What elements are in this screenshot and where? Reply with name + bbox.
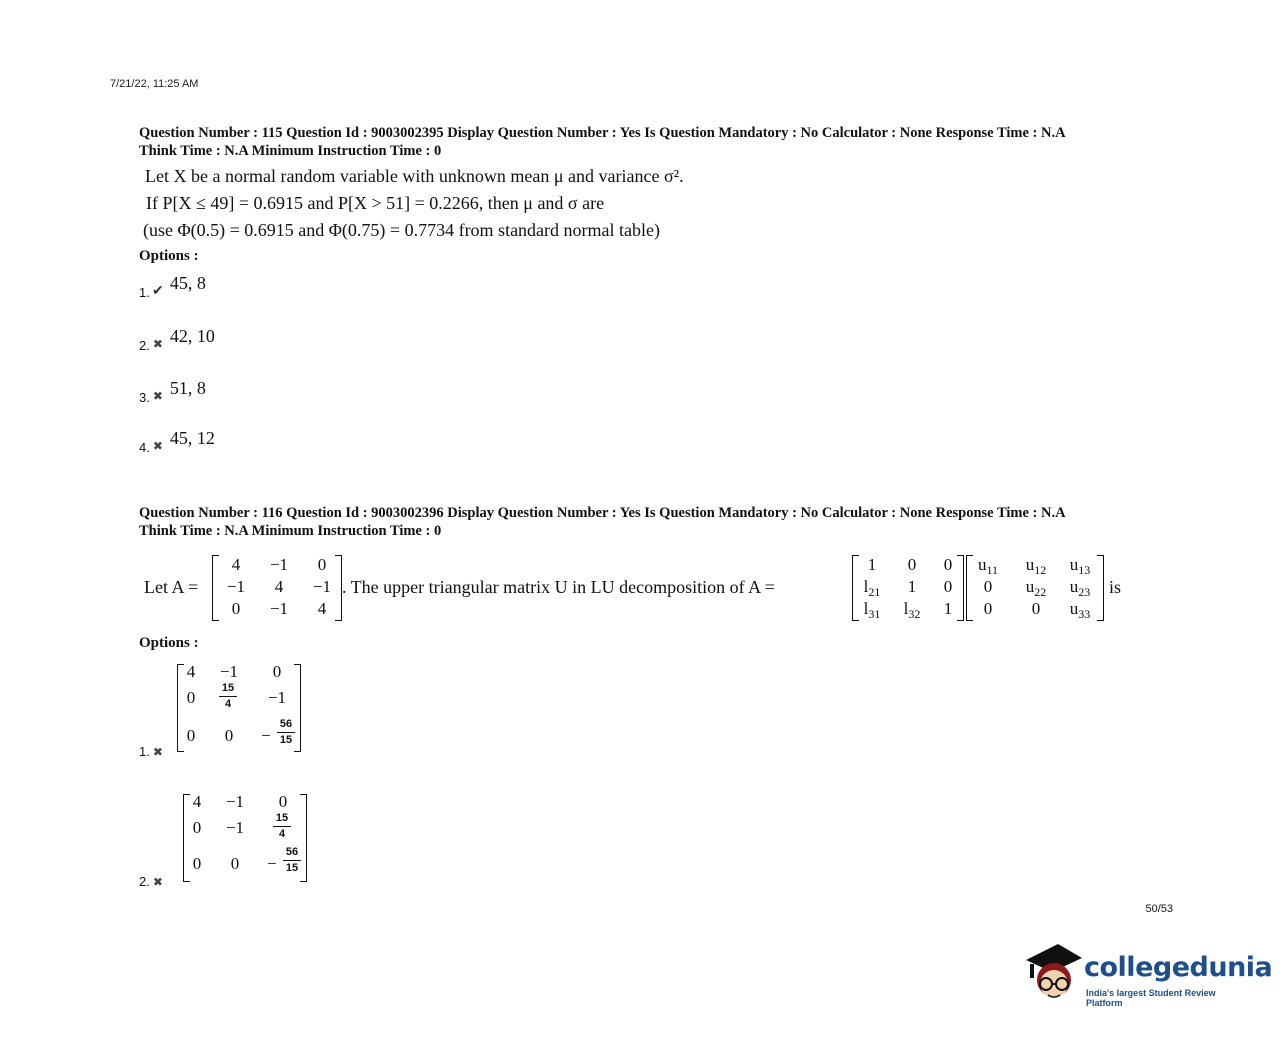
matrix-cell: 0 bbox=[983, 577, 993, 596]
minus-sign: − bbox=[261, 726, 271, 745]
q115-option-2[interactable] bbox=[139, 326, 215, 353]
option-number: 3. bbox=[139, 390, 150, 405]
q116-header-line1: Question Number : 116 Question Id : 9003002396 Display Question Number : Yes Is Question Mandatory : No Calculator : None Response Time : N.A bbox=[139, 505, 1066, 521]
matrix-cell: −1 bbox=[312, 577, 332, 596]
collegedunia-logo[interactable] bbox=[1024, 938, 1273, 1010]
q115-header bbox=[139, 124, 1179, 160]
option-number: 2. bbox=[139, 874, 150, 889]
option-text: 45, 8 bbox=[169, 273, 206, 293]
matrix-cell: 0 bbox=[192, 818, 202, 837]
matrix-cell: 0 bbox=[230, 854, 240, 873]
matrix-cell: 0 bbox=[278, 792, 288, 811]
matrix-cell: −1 bbox=[267, 688, 287, 707]
page-number: 50/53 bbox=[1145, 903, 1173, 915]
fraction: 56 15 bbox=[275, 718, 297, 747]
matrix-cell: $u_{12}$ bbox=[1025, 555, 1047, 577]
matrix-u bbox=[966, 555, 1104, 621]
q115-stem-line3: (use Φ(0.5) = 0.6915 and Φ(0.75) = 0.7734 from standard normal table) bbox=[143, 220, 660, 240]
matrix-cell: 0 bbox=[983, 599, 993, 618]
matrix-cell: −1 bbox=[269, 599, 289, 618]
cross-icon: ✖ bbox=[152, 439, 163, 453]
matrix-cell: −1 bbox=[225, 818, 245, 837]
q116-options-label: Options : bbox=[139, 635, 199, 651]
matrix-cell: 0 bbox=[272, 662, 282, 681]
q116-option-2-marker[interactable] bbox=[139, 873, 166, 891]
q115-option-3[interactable] bbox=[139, 378, 206, 405]
matrix-cell: $u_{23}$ bbox=[1069, 577, 1091, 599]
matrix-cell: 0 bbox=[317, 555, 327, 574]
matrix-cell: $l_{21}$ bbox=[863, 577, 881, 599]
option-number: 1. bbox=[139, 285, 150, 300]
matrix-cell: 0 bbox=[224, 726, 234, 745]
option-text: 42, 10 bbox=[169, 326, 215, 346]
matrix-cell: 1 bbox=[943, 599, 953, 618]
matrix-cell: $l_{32}$ bbox=[903, 599, 921, 621]
matrix-cell: 4 bbox=[192, 792, 202, 811]
matrix-cell: 4 bbox=[231, 555, 241, 574]
matrix-cell: 0 bbox=[186, 726, 196, 745]
q116-stem-middle: . The upper triangular matrix U in LU decomposition of A = bbox=[342, 577, 775, 597]
matrix-cell: $u_{11}$ bbox=[977, 555, 999, 577]
cross-icon: ✖ bbox=[152, 875, 163, 889]
matrix-cell: $u_{22}$ bbox=[1025, 577, 1047, 599]
option-number: 1. bbox=[139, 744, 150, 759]
fraction: 15 4 bbox=[217, 682, 239, 711]
q115-header-line2: Think Time : N.A Minimum Instruction Time : 0 bbox=[139, 143, 442, 159]
option-number: 4. bbox=[139, 440, 150, 455]
q115-option-4[interactable] bbox=[139, 428, 215, 455]
matrix-cell: $u_{33}$ bbox=[1069, 599, 1091, 621]
q116-header bbox=[139, 504, 1179, 540]
logo-wordmark: collegedunia bbox=[1084, 952, 1273, 983]
matrix-cell: 0 bbox=[186, 688, 196, 707]
matrix-cell: 0 bbox=[231, 599, 241, 618]
matrix-cell: −1 bbox=[226, 577, 246, 596]
cross-icon: ✖ bbox=[152, 745, 163, 759]
checkmark-icon: ✔ bbox=[151, 284, 164, 299]
q115-stem-line1: Let X be a normal random variable with unknown mean μ and variance σ². bbox=[145, 166, 684, 186]
matrix-cell: 0 bbox=[907, 555, 917, 574]
matrix-cell: 4 bbox=[186, 662, 196, 681]
matrix-a bbox=[212, 555, 342, 621]
matrix-cell: −1 bbox=[219, 662, 239, 681]
q116-stem-suffix: is bbox=[1109, 577, 1122, 597]
q116-header-line2: Think Time : N.A Minimum Instruction Time : 0 bbox=[139, 523, 442, 539]
matrix-cell: 0 bbox=[192, 854, 202, 873]
matrix-l bbox=[852, 555, 964, 621]
matrix-cell: 1 bbox=[907, 577, 917, 596]
option-text: 45, 12 bbox=[169, 428, 215, 448]
mascot-icon bbox=[1024, 938, 1086, 1008]
matrix-cell: 1 bbox=[867, 555, 877, 574]
option-number: 2. bbox=[139, 338, 150, 353]
cross-icon: ✖ bbox=[152, 337, 163, 351]
logo-tagline: India's largest Student Review Platform bbox=[1086, 988, 1216, 1008]
matrix-cell: 0 bbox=[943, 577, 953, 596]
q116-option-1-matrix[interactable] bbox=[177, 664, 301, 752]
matrix-cell: −1 bbox=[225, 792, 245, 811]
matrix-cell: 0 bbox=[1031, 599, 1041, 618]
matrix-cell: $u_{13}$ bbox=[1069, 555, 1091, 577]
q116-stem-prefix: Let A = bbox=[144, 577, 199, 597]
q116-option-1-marker[interactable] bbox=[139, 743, 166, 761]
q115-stem-line2: If P[X ≤ 49] = 0.6915 and P[X > 51] = 0.2266, then μ and σ are bbox=[146, 193, 605, 213]
q115-header-line1: Question Number : 115 Question Id : 9003002395 Display Question Number : Yes Is Question Mandatory : No Calculator : None Response Time : N.A bbox=[139, 125, 1066, 141]
matrix-cell: 4 bbox=[317, 599, 327, 618]
print-timestamp: 7/21/22, 11:25 AM bbox=[110, 78, 199, 90]
fraction: 56 15 bbox=[281, 846, 303, 875]
matrix-cell: −1 bbox=[269, 555, 289, 574]
option-text: 51, 8 bbox=[169, 378, 206, 398]
matrix-cell: 0 bbox=[943, 555, 953, 574]
q116-option-2-matrix[interactable] bbox=[183, 794, 307, 882]
q115-option-1[interactable] bbox=[139, 273, 206, 300]
q115-options-label: Options : bbox=[139, 248, 199, 264]
cross-icon: ✖ bbox=[152, 389, 163, 403]
minus-sign: − bbox=[267, 854, 277, 873]
fraction: 15 4 bbox=[271, 812, 293, 841]
matrix-cell: 4 bbox=[274, 577, 284, 596]
matrix-cell: $l_{31}$ bbox=[863, 599, 881, 621]
